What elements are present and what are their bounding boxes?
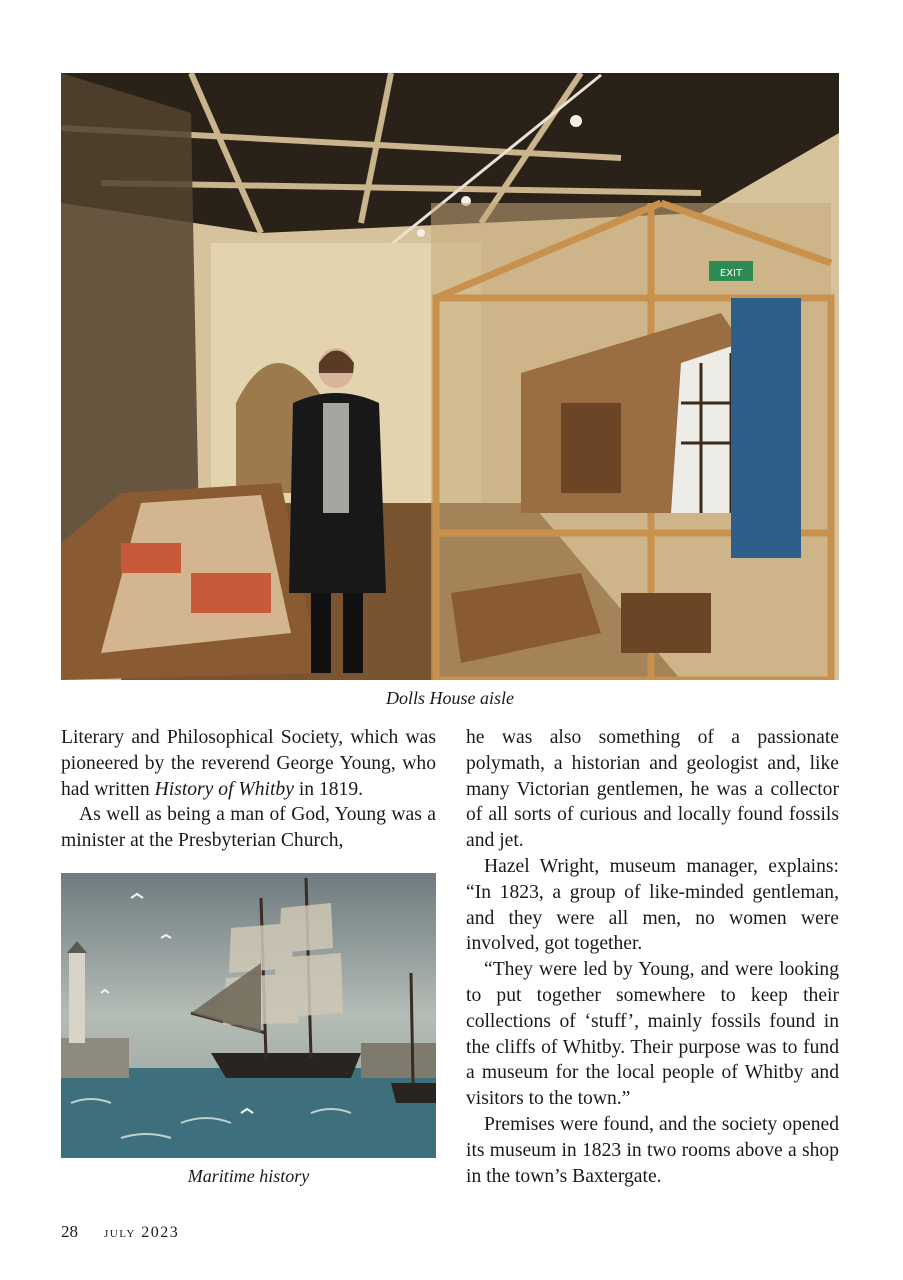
maritime-painting xyxy=(61,873,436,1158)
right-paragraph-4: Premises were found, and the society opened its museum in 1823 in two rooms above a shop in the town’s Baxtergate. xyxy=(466,1113,839,1187)
right-paragraph-3: “They were led by Young, and were looking to put together somewhere to keep their collections of ‘stuff’, mainly fossils found in the cliffs of Whitby. Their purpose was to fund a museum for the local people of Whitby and visitors to the town.” xyxy=(466,959,839,1110)
left-paragraph-2: As well as being a man of God, Young was a minister at the Presbyterian Church, xyxy=(61,804,436,852)
main-photo xyxy=(61,73,839,680)
page-footer xyxy=(61,1222,179,1242)
left-column xyxy=(61,725,436,854)
book-title: History of Whitby xyxy=(154,778,294,800)
exit-sign: EXIT xyxy=(719,268,743,279)
right-paragraph-2: Hazel Wright, museum manager, explains: “In 1823, a group of like-minded gentleman, and they were all men, no women were involved, got together. xyxy=(466,855,839,955)
right-paragraph-1: he was also something of a passionate polymath, a historian and geologist and, like many Victorian gentlemen, he was a collector of all sorts of curious and locally found fossils and jet. xyxy=(466,727,839,852)
page-number: 28 xyxy=(61,1222,78,1241)
maritime-caption: Maritime history xyxy=(187,1166,310,1186)
main-photo-caption: Dolls House aisle xyxy=(386,688,514,708)
right-column xyxy=(466,725,839,1189)
issue-date: july 2023 xyxy=(104,1224,180,1241)
left-paragraph-1: Literary and Philosophical Society, which was pioneered by the reverend George Young, who had written History of Whitby in 1819. xyxy=(61,727,436,800)
